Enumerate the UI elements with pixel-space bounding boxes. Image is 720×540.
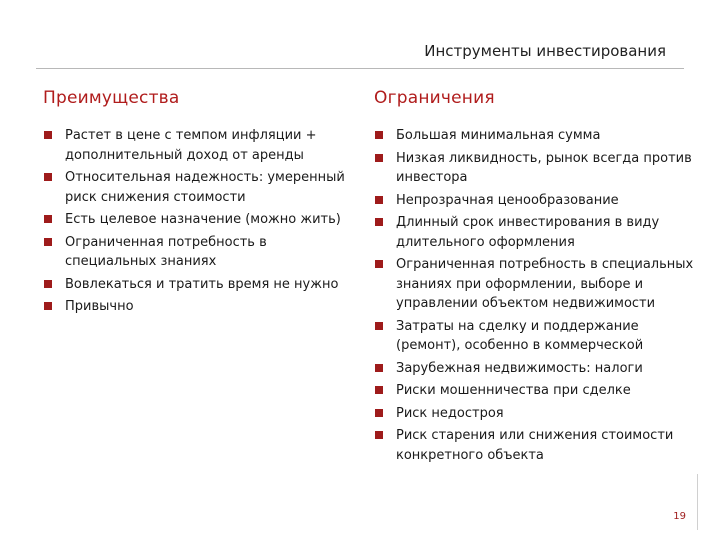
square-bullet-icon [375, 431, 383, 439]
list-item-text: Вовлекаться и тратить время не нужно [65, 276, 339, 292]
list-item [374, 404, 694, 424]
list-item-text: Есть целевое назначение (можно жить) [65, 212, 341, 227]
square-bullet-icon [375, 196, 383, 204]
list-item-text: Риск старения или снижения стоимости конкретного объекта [396, 428, 674, 463]
page-number: 19 [673, 511, 686, 522]
square-bullet-icon [375, 364, 383, 372]
list-item [374, 381, 694, 401]
limitations-column [374, 88, 694, 468]
list-item-text: Относительная надежность: умеренный риск снижения стоимости [65, 170, 345, 205]
square-bullet-icon [375, 409, 383, 417]
square-bullet-icon [44, 302, 52, 310]
list-item-text: Зарубежная недвижимость: налоги [396, 360, 643, 376]
list-item-text: Риски мошенничества при сделке [396, 383, 631, 398]
list-item [43, 297, 351, 317]
list-item [43, 168, 351, 207]
square-bullet-icon [44, 131, 52, 139]
list-item-text: Большая минимальная сумма [396, 128, 601, 143]
list-item-text: Растет в цене с темпом инфляции + дополнительный доход от аренды [65, 128, 317, 163]
list-item-text: Затраты на сделку и поддержание (ремонт), особенно в коммерческой [396, 318, 644, 353]
list-item-text: Риск недостроя [396, 405, 504, 421]
square-bullet-icon [375, 386, 383, 394]
list-item [43, 210, 351, 230]
square-bullet-icon [375, 154, 383, 162]
list-item-text: Низкая ликвидность, рынок всегда против инвестора [396, 150, 692, 185]
list-item [43, 126, 351, 165]
list-item [374, 191, 694, 211]
list-item [43, 275, 351, 295]
list-item [374, 426, 694, 465]
list-item [374, 317, 694, 356]
list-item-text: Ограниченная потребность в специальных знаниях [65, 234, 267, 269]
limitations-list [374, 126, 694, 465]
square-bullet-icon [44, 215, 52, 223]
advantages-column [43, 88, 351, 320]
list-item [374, 255, 694, 314]
limitations-heading: Ограничения [374, 88, 495, 108]
list-item [43, 233, 351, 272]
list-item-text: Привычно [65, 299, 134, 314]
advantages-heading: Преимущества [43, 88, 180, 108]
slide-title: Инструменты инвестирования [424, 42, 666, 60]
square-bullet-icon [375, 260, 383, 268]
list-item-text: Длинный срок инвестирования в виду длительного оформления [396, 215, 660, 250]
square-bullet-icon [375, 322, 383, 330]
square-bullet-icon [44, 238, 52, 246]
list-item [374, 149, 694, 188]
footer-divider [697, 474, 698, 530]
list-item [374, 126, 694, 146]
list-item [374, 213, 694, 252]
advantages-list [43, 126, 351, 317]
list-item [374, 359, 694, 379]
square-bullet-icon [44, 280, 52, 288]
list-item-text: Ограниченная потребность в специальных знаниях при оформлении, выборе и управлении объектом недвижимости [396, 257, 694, 311]
square-bullet-icon [44, 173, 52, 181]
square-bullet-icon [375, 218, 383, 226]
title-divider [36, 68, 684, 69]
list-item-text: Непрозрачная ценообразование [396, 192, 619, 208]
square-bullet-icon [375, 131, 383, 139]
